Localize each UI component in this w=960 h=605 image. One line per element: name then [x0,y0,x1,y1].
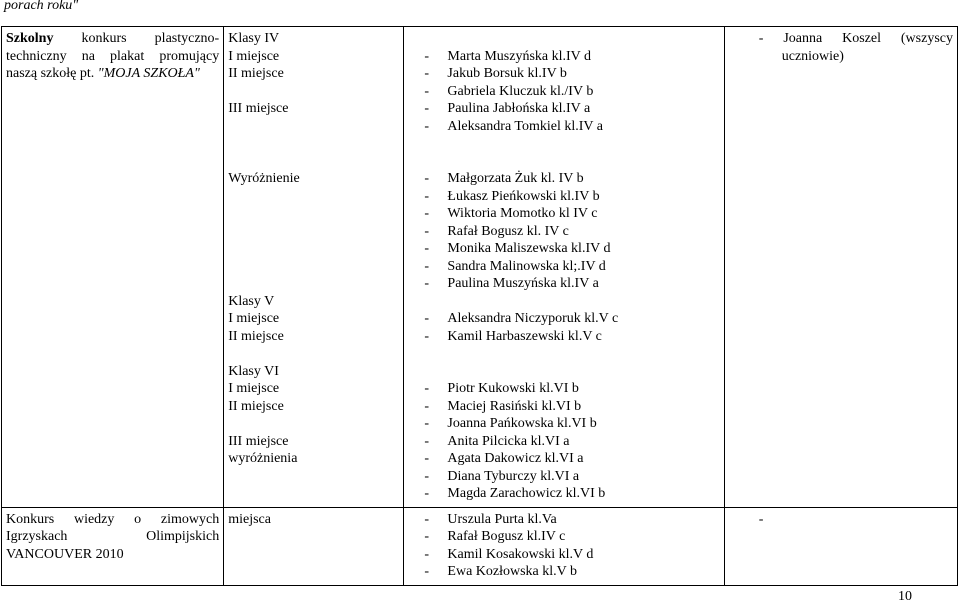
previous-page-fragment: porach roku" [4,0,79,13]
place-label: II miejsce [228,398,284,414]
blank-line [424,345,719,363]
winner-name: - Aleksandra Tomkiel kl.IV a [424,118,719,136]
blank-line [424,153,719,171]
winner-name: - Sandra Malinowska kl;.IV d [424,258,719,276]
winners-cell [404,27,724,508]
winner-name: - Paulina Muszyńska kl.IV a [424,275,719,293]
places-cell [224,507,404,585]
place-label: I miejsce [228,381,280,396]
winner-name: - Joanna Pańkowska kl.VI b [424,415,719,433]
blank-line [424,293,719,311]
winner-name: - Magda Zarachowicz kl.VI b [424,485,719,503]
winners-cell [404,507,724,585]
winner-name: - Kamil Kosakowski kl.V d [424,546,719,564]
teacher-cell [724,507,957,585]
competition-cell [2,27,224,508]
winner-name: - Marta Muszyńska kl.IV d [424,48,719,66]
table-row [2,27,958,508]
blank-line [228,240,399,258]
blank-line [424,135,719,153]
winner-name: - Jakub Borsuk kl.IV b [424,65,719,83]
winner-name: - Monika Maliszewska kl.IV d [424,240,719,258]
blank-line [228,135,399,153]
blank-line [228,153,399,171]
winner-name: - Rafał Bogusz kl. IV c [424,223,719,241]
table-row [2,507,958,585]
blank-line [228,415,399,433]
winner-name: - Agata Dakowicz kl.VI a [424,450,719,468]
place-label: I miejsce [228,311,280,326]
teacher-line: uczniowie) [781,48,844,64]
blank-line [228,258,399,276]
competition-line: naszą szkołę pt. "MOJA SZKOŁA" [6,66,200,81]
winner-name: - Gabriela Kluczuk kl./IV b [424,83,719,101]
winner-name: - Paulina Jabłońska kl.IV a [424,100,719,118]
place-label: miejsca [228,511,271,527]
place-label: Klasy V [228,293,275,309]
place-label: III miejsce [228,101,289,116]
winner-name: - Urszula Purta kl.Va [424,511,719,529]
place-label: I miejsce [228,48,280,64]
competition-line: VANCOUVER 2010 [6,546,124,562]
blank-line [228,223,399,241]
winner-name: - Aleksandra Niczyporuk kl.V c [424,310,719,328]
winner-name: - Piotr Kukowski kl.VI b [424,380,719,398]
competition-cell [2,507,224,585]
teacher-cell [724,27,957,508]
place-label: wyróżnienia [228,451,298,466]
blank-line [424,363,719,381]
blank-line [228,83,399,101]
blank-line [228,205,399,223]
competition-line: Szkolny konkurs plastyczno- [6,31,220,46]
place-label: Klasy VI [228,363,279,379]
page-number: 10 [898,589,912,604]
place-label: II miejsce [228,66,284,81]
awards-table [1,26,958,586]
place-label: Klasy IV [228,31,280,46]
place-label: Wyróżnienie [228,171,300,186]
winner-name: - Rafał Bogusz kl.IV c [424,528,719,546]
places-cell [224,27,404,508]
winner-name: - Kamil Harbaszewski kl.V c [424,328,719,346]
place-label: II miejsce [228,328,284,344]
winner-name: - Ewa Kozłowska kl.V b [424,563,719,581]
teacher-line: - [758,511,764,527]
blank-line [424,30,719,48]
blank-line [228,118,399,136]
winner-name: - Małgorzata Żuk kl. IV b [424,170,719,188]
competition-line: techniczny na plakat promujący [6,48,220,64]
blank-line [228,188,399,206]
winner-name: - Maciej Rasiński kl.VI b [424,398,719,416]
teacher-line: - Joanna Koszel (wszyscy [758,31,953,46]
competition-line: Igrzyskach Olimpijskich [6,529,220,544]
winner-name: - Wiktoria Momotko kl IV c [424,205,719,223]
place-label: III miejsce [228,433,289,449]
winner-name: - Łukasz Pieńkowski kl.IV b [424,188,719,206]
competition-line: Konkurs wiedzy o zimowych [6,511,220,527]
winner-name: - Anita Pilcicka kl.VI a [424,433,719,451]
blank-line [228,275,399,293]
blank-line [228,345,399,363]
winner-name: - Diana Tyburczy kl.VI a [424,468,719,486]
